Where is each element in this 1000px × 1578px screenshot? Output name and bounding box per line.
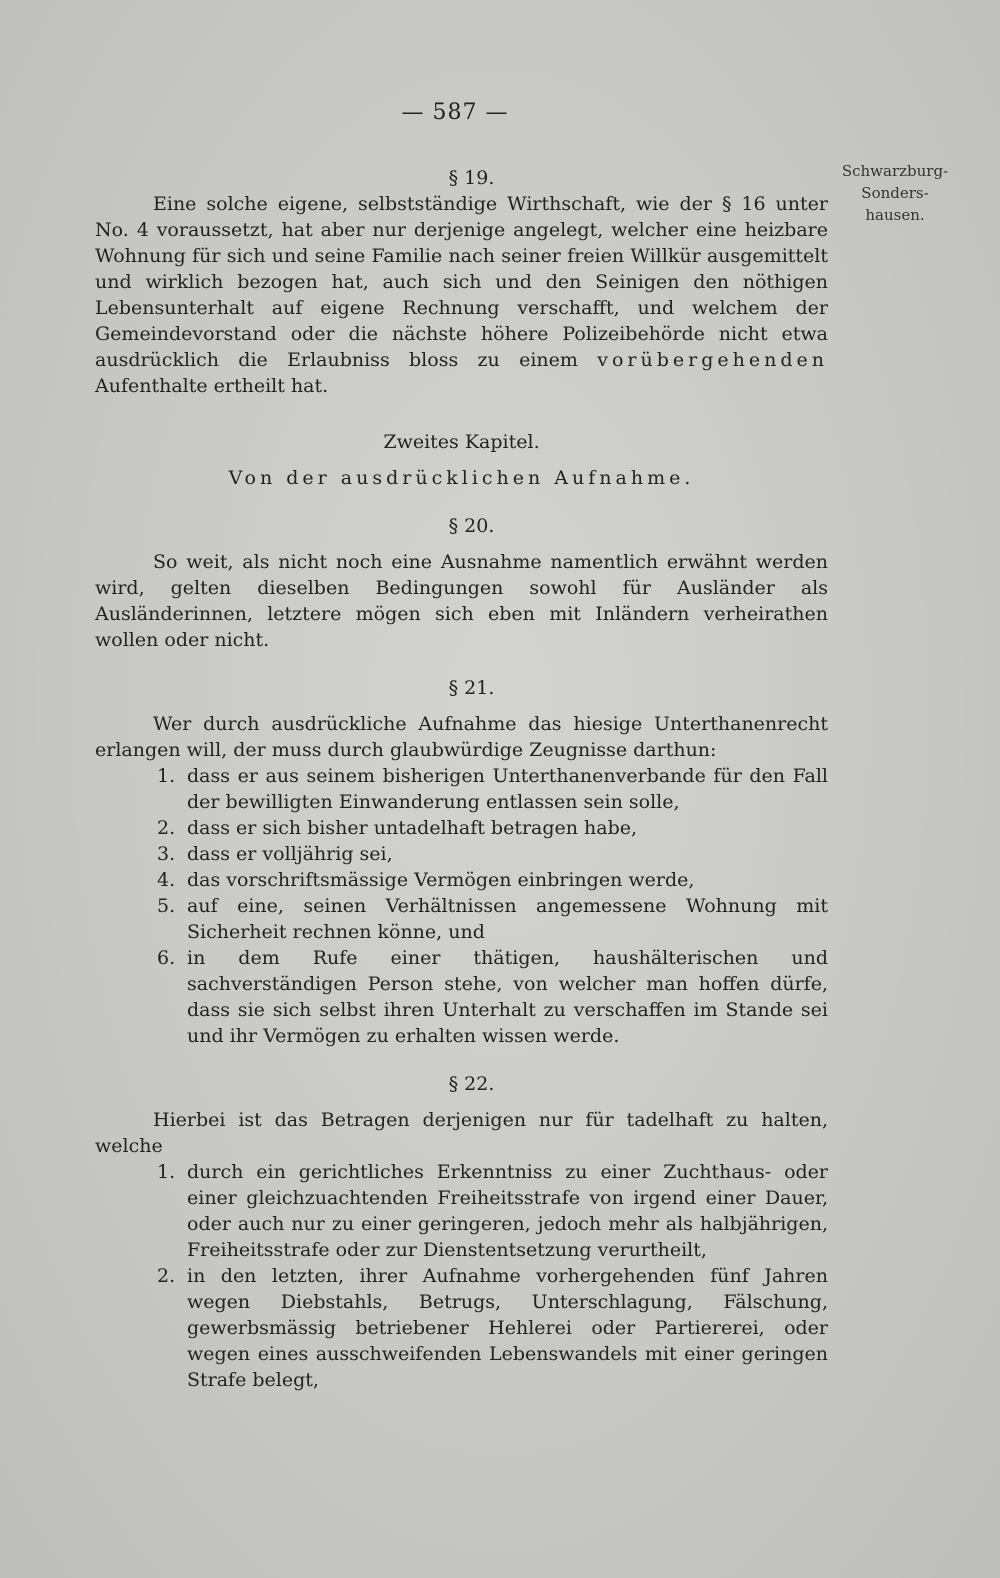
document-body <box>95 165 828 1393</box>
section-22-list <box>95 1159 828 1393</box>
section-sign-21: § 21. <box>448 677 495 699</box>
margin-note-line: Schwarzburg- <box>841 162 949 180</box>
section-19-text-b: Aufenthalte ertheilt hat. <box>95 375 329 397</box>
list-item <box>157 763 828 815</box>
section-sign-22: § 22. <box>448 1073 495 1095</box>
list-item-text: auf eine, seinen Verhältnissen angemessene Wohnung mit Sicherheit rechnen könne, und <box>187 895 828 943</box>
page-number: — 587 — <box>401 100 509 125</box>
list-item <box>157 945 828 1049</box>
margin-note-line: hausen. <box>865 206 925 224</box>
margin-note-line: Sonders- <box>861 184 929 202</box>
list-item <box>157 893 828 945</box>
list-item-text: dass er sich bisher untadelhaft betragen habe, <box>187 817 638 839</box>
section-20-text: So weit, als nicht noch eine Ausnahme namentlich erwähnt werden wird, gelten dieselben Bedingungen sowohl für Ausländer als Ausländerinnen, letztere mögen sich eben mit Inländern verheirathen wollen oder nicht. <box>95 551 828 651</box>
list-item <box>157 1263 828 1393</box>
list-item-text: dass er volljährig sei, <box>187 843 393 865</box>
section-sign-19: § 19. <box>448 167 495 189</box>
list-item-text: in dem Rufe einer thätigen, haushälterischen und sachverständigen Person stehe, von welcher man hoffen dürfe, dass sie sich selbst ihren Unterhalt zu verschaffen im Stande sei und ihr Vermögen zu erhalten wissen werde. <box>187 947 828 1047</box>
list-item-text: dass er aus seinem bisherigen Unterthanenverbande für den Fall der bewilligten Einwanderung entlassen sein solle, <box>187 765 828 813</box>
list-item <box>157 867 828 893</box>
section-19-spaced-word: vorübergehenden <box>597 349 828 371</box>
list-item-number: 1. <box>157 1161 176 1183</box>
list-item-number: 2. <box>157 1265 176 1287</box>
section-19-text <box>95 191 828 399</box>
list-item <box>157 815 828 841</box>
section-22-intro: Hierbei ist das Betragen derjenigen nur für tadelhaft zu halten, welche <box>95 1109 828 1157</box>
list-item-number: 4. <box>157 869 176 891</box>
list-item-number: 5. <box>157 895 176 917</box>
chapter-title: Von der ausdrücklichen Aufnahme. <box>228 467 695 489</box>
section-19-text-a: Eine solche eigene, selbstständige Wirthschaft, wie der § 16 unter No. 4 voraussetzt, hat aber nur derjenige angelegt, welcher eine heizbare Wohnung für sich und seine Familie nach seiner freien Willkür ausgemittelt und wirklich bezogen hat, auch sich und den Seinigen den nöthigen Lebensunterhalt auf eigene Rechnung verschafft, und welchem der Gemeindevorstand oder die nächste höhere Polizeibehörde nicht etwa ausdrücklich die Erlaubniss bloss zu einem <box>95 193 828 371</box>
list-item-number: 1. <box>157 765 176 787</box>
list-item-text: das vorschriftsmässige Vermögen einbringen werde, <box>187 869 695 891</box>
list-item-number: 6. <box>157 947 176 969</box>
section-21-list <box>95 763 828 1049</box>
chapter-heading: Zweites Kapitel. <box>383 431 540 453</box>
list-item <box>157 1159 828 1263</box>
list-item <box>157 841 828 867</box>
list-item-text: in den letzten, ihrer Aufnahme vorhergehenden fünf Jahren wegen Diebstahls, Betrugs, Unterschlagung, Fälschung, gewerbsmässig betriebener Hehlerei oder Partiererei, oder wegen eines ausschweifenden Lebenswandels mit einer geringen Strafe belegt, <box>187 1265 828 1391</box>
list-item-text: durch ein gerichtliches Erkenntniss zu einer Zuchthaus- oder einer gleichzuachtenden Freiheitsstrafe von irgend einer Dauer, oder auch nur zu einer geringeren, jedoch mehr als halbjährigen, Freiheitsstrafe oder zur Dienstentsetzung verurtheilt, <box>187 1161 828 1261</box>
section-sign-20: § 20. <box>448 515 495 537</box>
margin-note <box>830 160 960 226</box>
section-21-intro: Wer durch ausdrückliche Aufnahme das hiesige Unterthanenrecht erlangen will, der muss durch glaubwürdige Zeugnisse darthun: <box>95 713 828 761</box>
list-item-number: 3. <box>157 843 176 865</box>
list-item-number: 2. <box>157 817 176 839</box>
